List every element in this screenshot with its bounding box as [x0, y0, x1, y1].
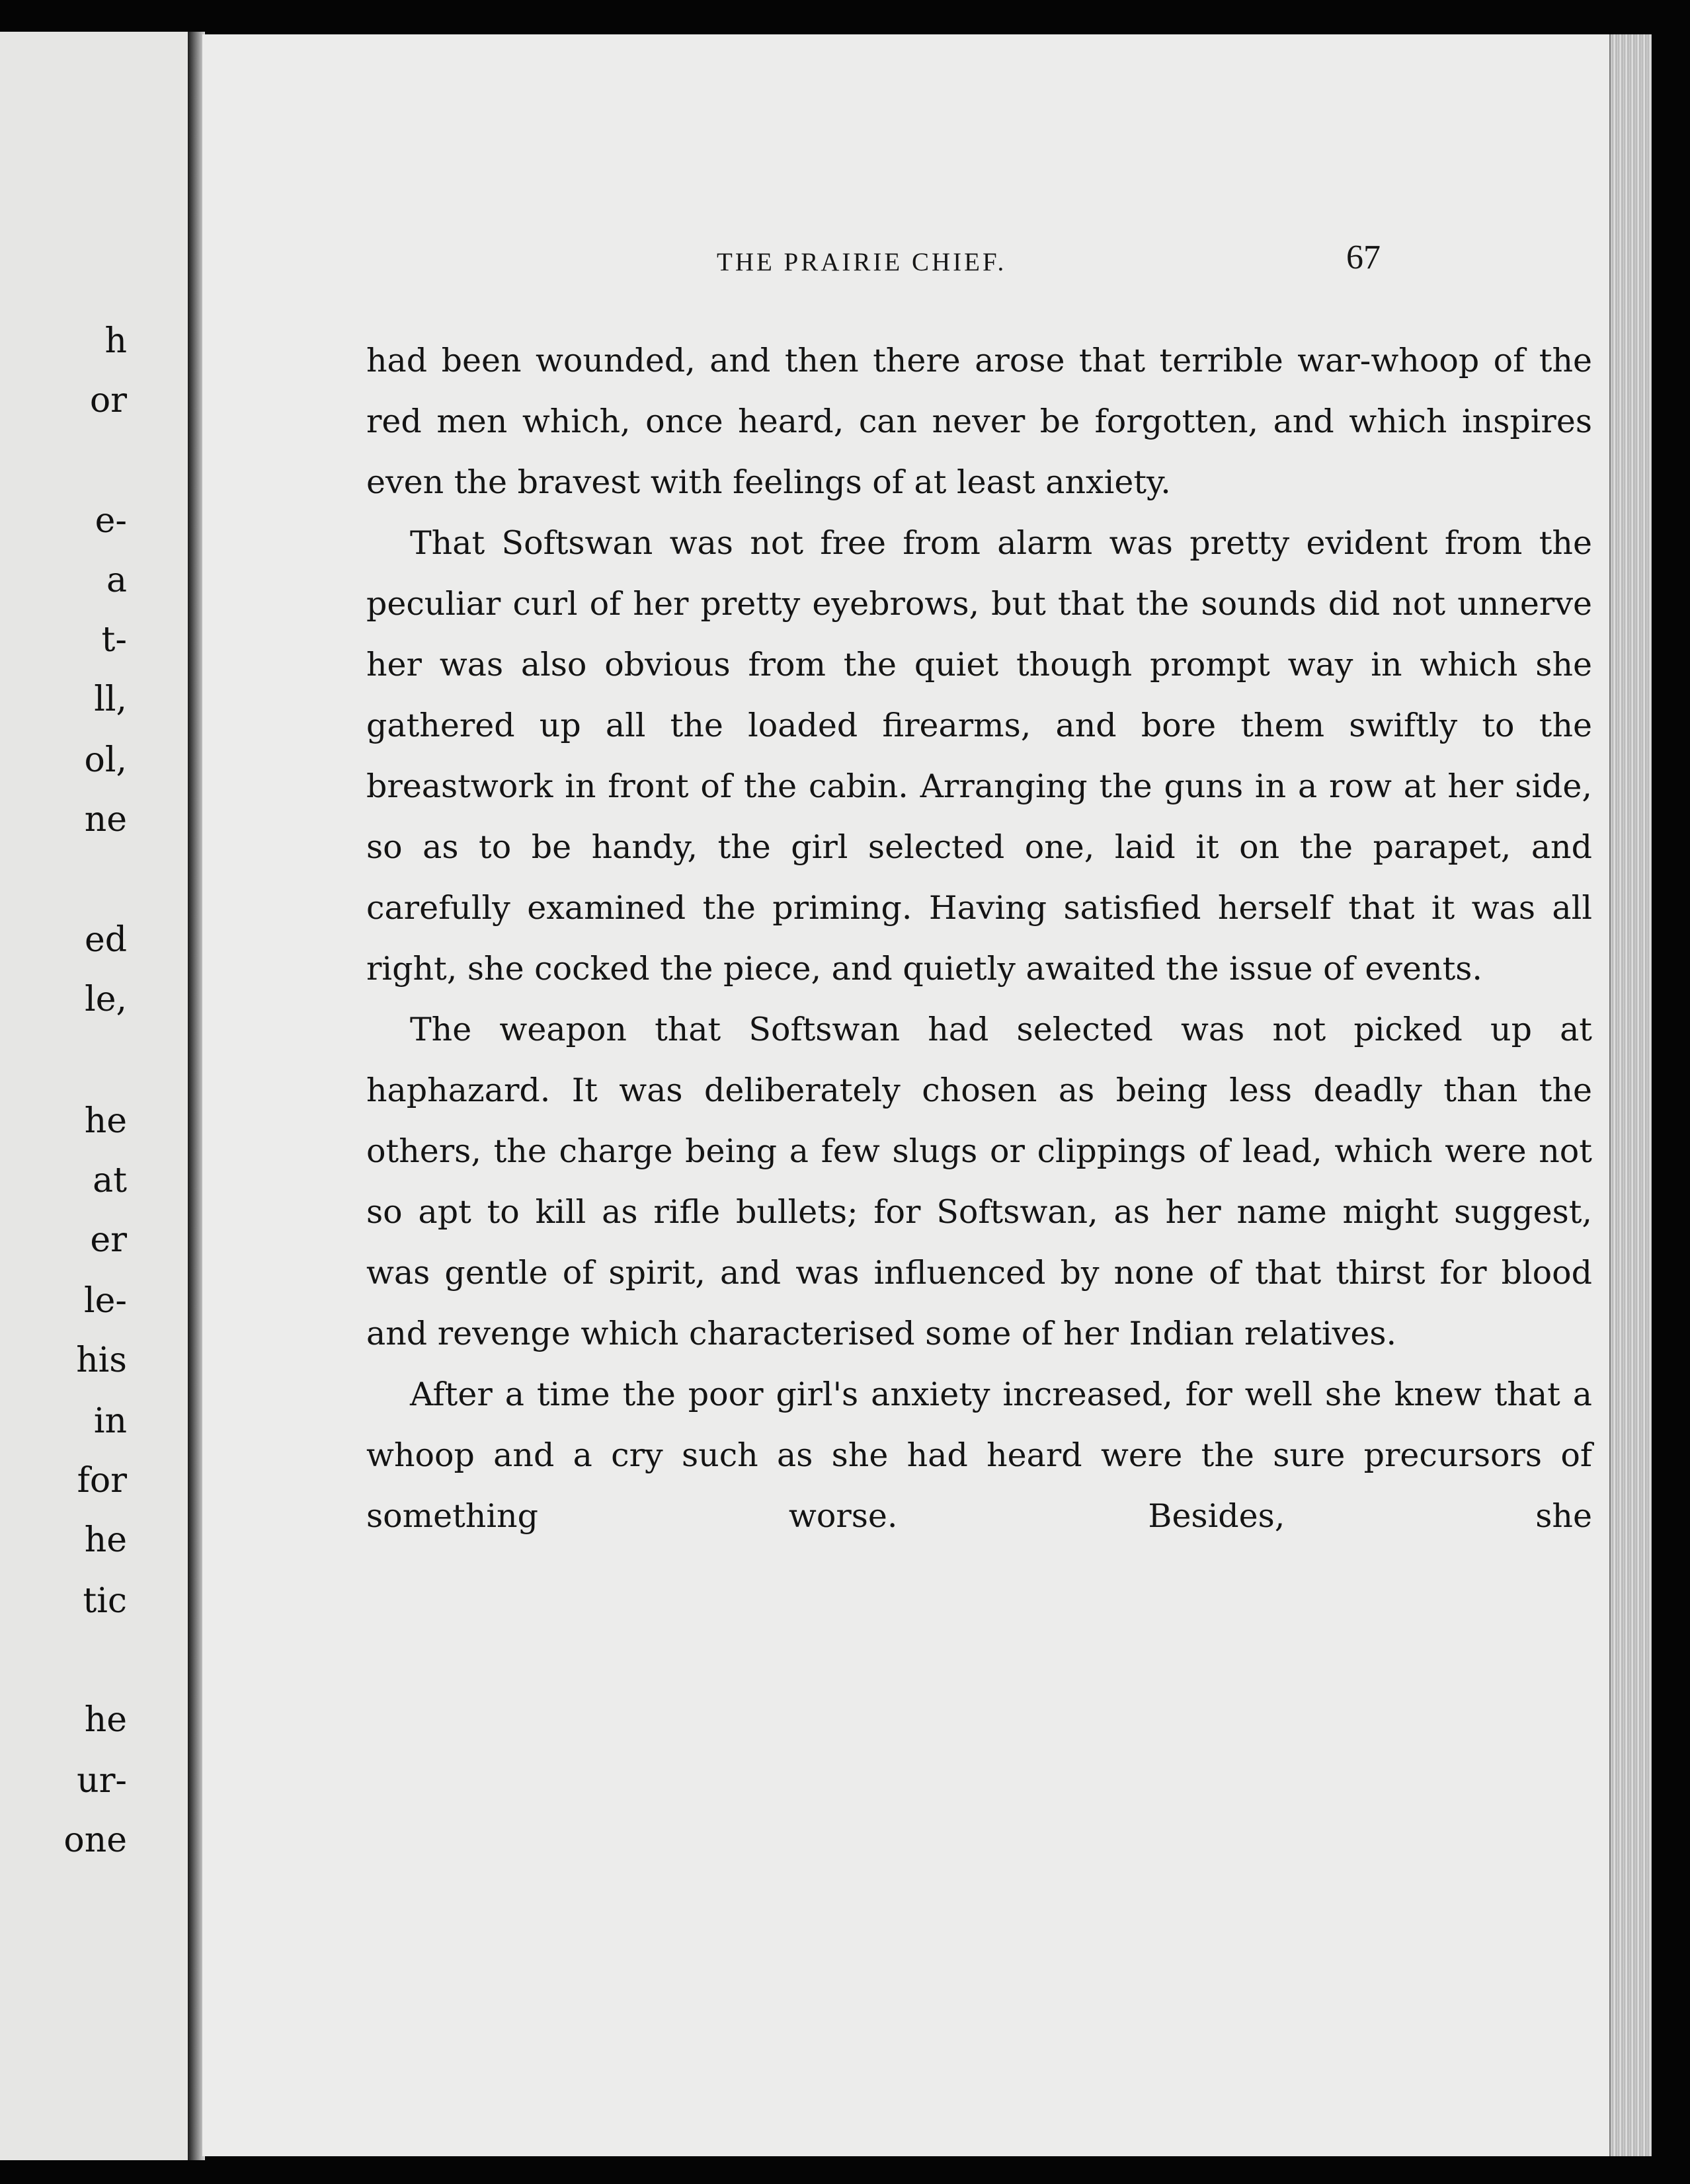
left-fragment: e-	[95, 501, 127, 541]
left-fragment: le-	[84, 1281, 127, 1321]
left-fragment: t-	[101, 620, 127, 660]
page-number: 67	[1346, 239, 1381, 276]
left-fragment: he	[84, 1520, 127, 1560]
paragraph: That Softswan was not free from alarm was pretty evident from the peculiar curl of her pretty eyebrows, but that the sounds did not unnerve her was also obvious from the quiet though prompt way in which she gathered up all the loaded firearms, and bore them swiftly to the breastwork in front of the cabin. Arranging the guns in a row at her side, so as to be handy, the girl selected one, laid it on the parapet, and carefully examined the priming. Having satisfied herself that it was all right, she cocked the piece, and quietly awaited the issue of events.	[366, 524, 1592, 988]
left-fragment: le,	[85, 980, 127, 1019]
left-fragment: ol,	[84, 740, 127, 780]
body-text	[366, 331, 1592, 1547]
book-page	[202, 34, 1609, 2156]
left-fragment: h	[104, 321, 127, 361]
paragraph: had been wounded, and then there arose that terrible war-whoop of the red men which, once heard, can never be forgotten, and which inspires even the bravest with feelings of at least anxiety.	[366, 342, 1592, 501]
left-fragment: he	[84, 1700, 127, 1740]
page-edges	[1609, 34, 1652, 2156]
left-fragment: he	[84, 1101, 127, 1141]
left-fragment: or	[89, 381, 127, 420]
left-fragment: one	[63, 1820, 127, 1860]
left-fragment: er	[90, 1220, 127, 1260]
left-fragment: ed	[84, 920, 127, 960]
paragraph: After a time the poor girl's anxiety increased, for well she knew that a whoop and a cry such as she had heard were the sure precursors of something worse. Besides, she	[366, 1376, 1592, 1535]
running-title: THE PRAIRIE CHIEF.	[717, 248, 1007, 276]
left-fragment: a	[106, 561, 127, 600]
left-fragment: ne	[84, 800, 127, 839]
left-fragment: ur-	[77, 1761, 127, 1801]
left-fragment: at	[93, 1161, 127, 1200]
left-fragment: ll,	[94, 680, 127, 719]
left-fragment: tic	[83, 1581, 127, 1621]
left-facing-page	[0, 32, 192, 2160]
paragraph: The weapon that Softswan had selected was not picked up at haphazard. It was deliberately chosen as being less deadly than the others, the charge being a few slugs or clippings of lead, which were not so apt to kill as rifle bullets; for Softswan, as her name might suggest, was gentle of spirit, and was influenced by none of that thirst for blood and revenge which characterised some of her Indian relatives.	[366, 1011, 1592, 1352]
left-fragment: in	[93, 1401, 127, 1441]
left-fragment: his	[76, 1341, 127, 1380]
page-header	[202, 233, 1609, 286]
left-fragment: for	[77, 1461, 127, 1501]
